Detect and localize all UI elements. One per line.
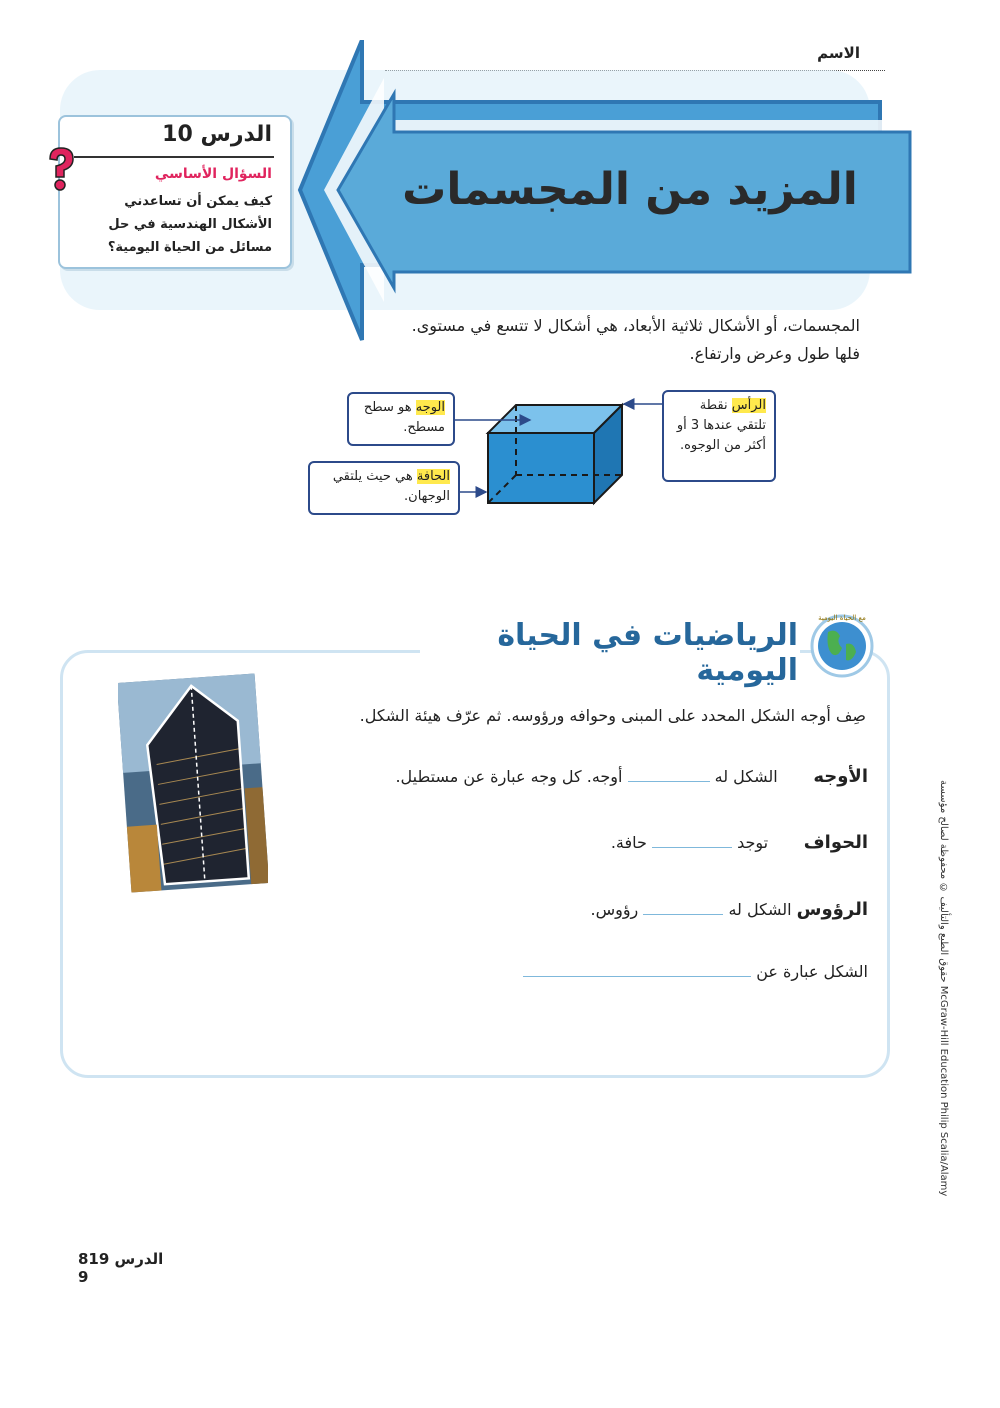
shape-row: [500, 962, 868, 981]
globe-icon: [806, 608, 878, 680]
globe-label: مع الحياة اليومية: [818, 614, 866, 622]
activity-prompt: صِف أوجه الشكل المحدد على المبنى وحوافه ورؤوسه. ثم عرّف هيئة الشكل.: [359, 706, 866, 725]
shape-before: الشكل عبارة عن: [756, 962, 868, 981]
edges-answer-blank[interactable]: [652, 847, 732, 848]
copyright-credit: حقوق الطبع والتأليف © محفوظة لصالح مؤسسة McGraw-Hill Education Philip Scalia/Alamy: [938, 780, 949, 1197]
vertex-term: الرأس: [731, 398, 766, 413]
section-title: الرياضيات في الحياة اليومية: [497, 618, 798, 688]
edges-before: توجد: [737, 833, 769, 852]
faces-after: أوجه. كل وجه عبارة عن مستطيل.: [395, 767, 623, 786]
faces-label: الأوجه: [813, 766, 868, 787]
vertices-after: رؤوس.: [590, 900, 639, 919]
essential-question-text: كيف يمكن أن تساعدني الأشكال الهندسية في حل مسائل من الحياة اليومية؟: [107, 194, 272, 255]
vertex-definition: نقطة تلتقي عندها 3 أو أكثر من الوجوه.: [676, 398, 766, 453]
faces-answer-blank[interactable]: [628, 781, 710, 782]
face-definition: هو سطح مسطح.: [363, 400, 445, 435]
callout-pointers: [0, 0, 1000, 520]
edge-definition: هي حيث يلتقي الوجهان.: [332, 469, 450, 504]
page-title: المزيد من المجسمات: [402, 164, 858, 215]
edges-row: [500, 832, 868, 853]
intro-paragraph: المجسمات، أو الأشكال ثلاثية الأبعاد، هي أشكال لا تتسع في مستوى. فلها طول وعرض وارتفاع.: [411, 316, 860, 363]
vertices-row: [500, 899, 868, 920]
edge-term: الحافة: [416, 469, 450, 484]
edges-label: الحواف: [803, 832, 868, 853]
essential-question-title: السؤال الأساسي: [154, 166, 272, 182]
vertices-answer-blank[interactable]: [643, 914, 723, 915]
skyscraper-photo: [118, 672, 268, 894]
footer-lesson: الدرس 9: [78, 1250, 164, 1286]
vertices-before: الشكل له: [728, 900, 792, 919]
lesson-number: الدرس 10: [162, 122, 272, 147]
face-term: الوجه: [415, 400, 445, 415]
faces-row: [310, 766, 868, 787]
name-label: الاسم: [817, 44, 860, 62]
vertices-label: الرؤوس: [796, 899, 868, 920]
shape-answer-blank[interactable]: [523, 976, 751, 977]
page-number: 819: [78, 1250, 110, 1268]
faces-before: الشكل له: [714, 767, 778, 786]
edges-after: حافة.: [610, 833, 647, 852]
page-footer: [78, 1250, 178, 1286]
